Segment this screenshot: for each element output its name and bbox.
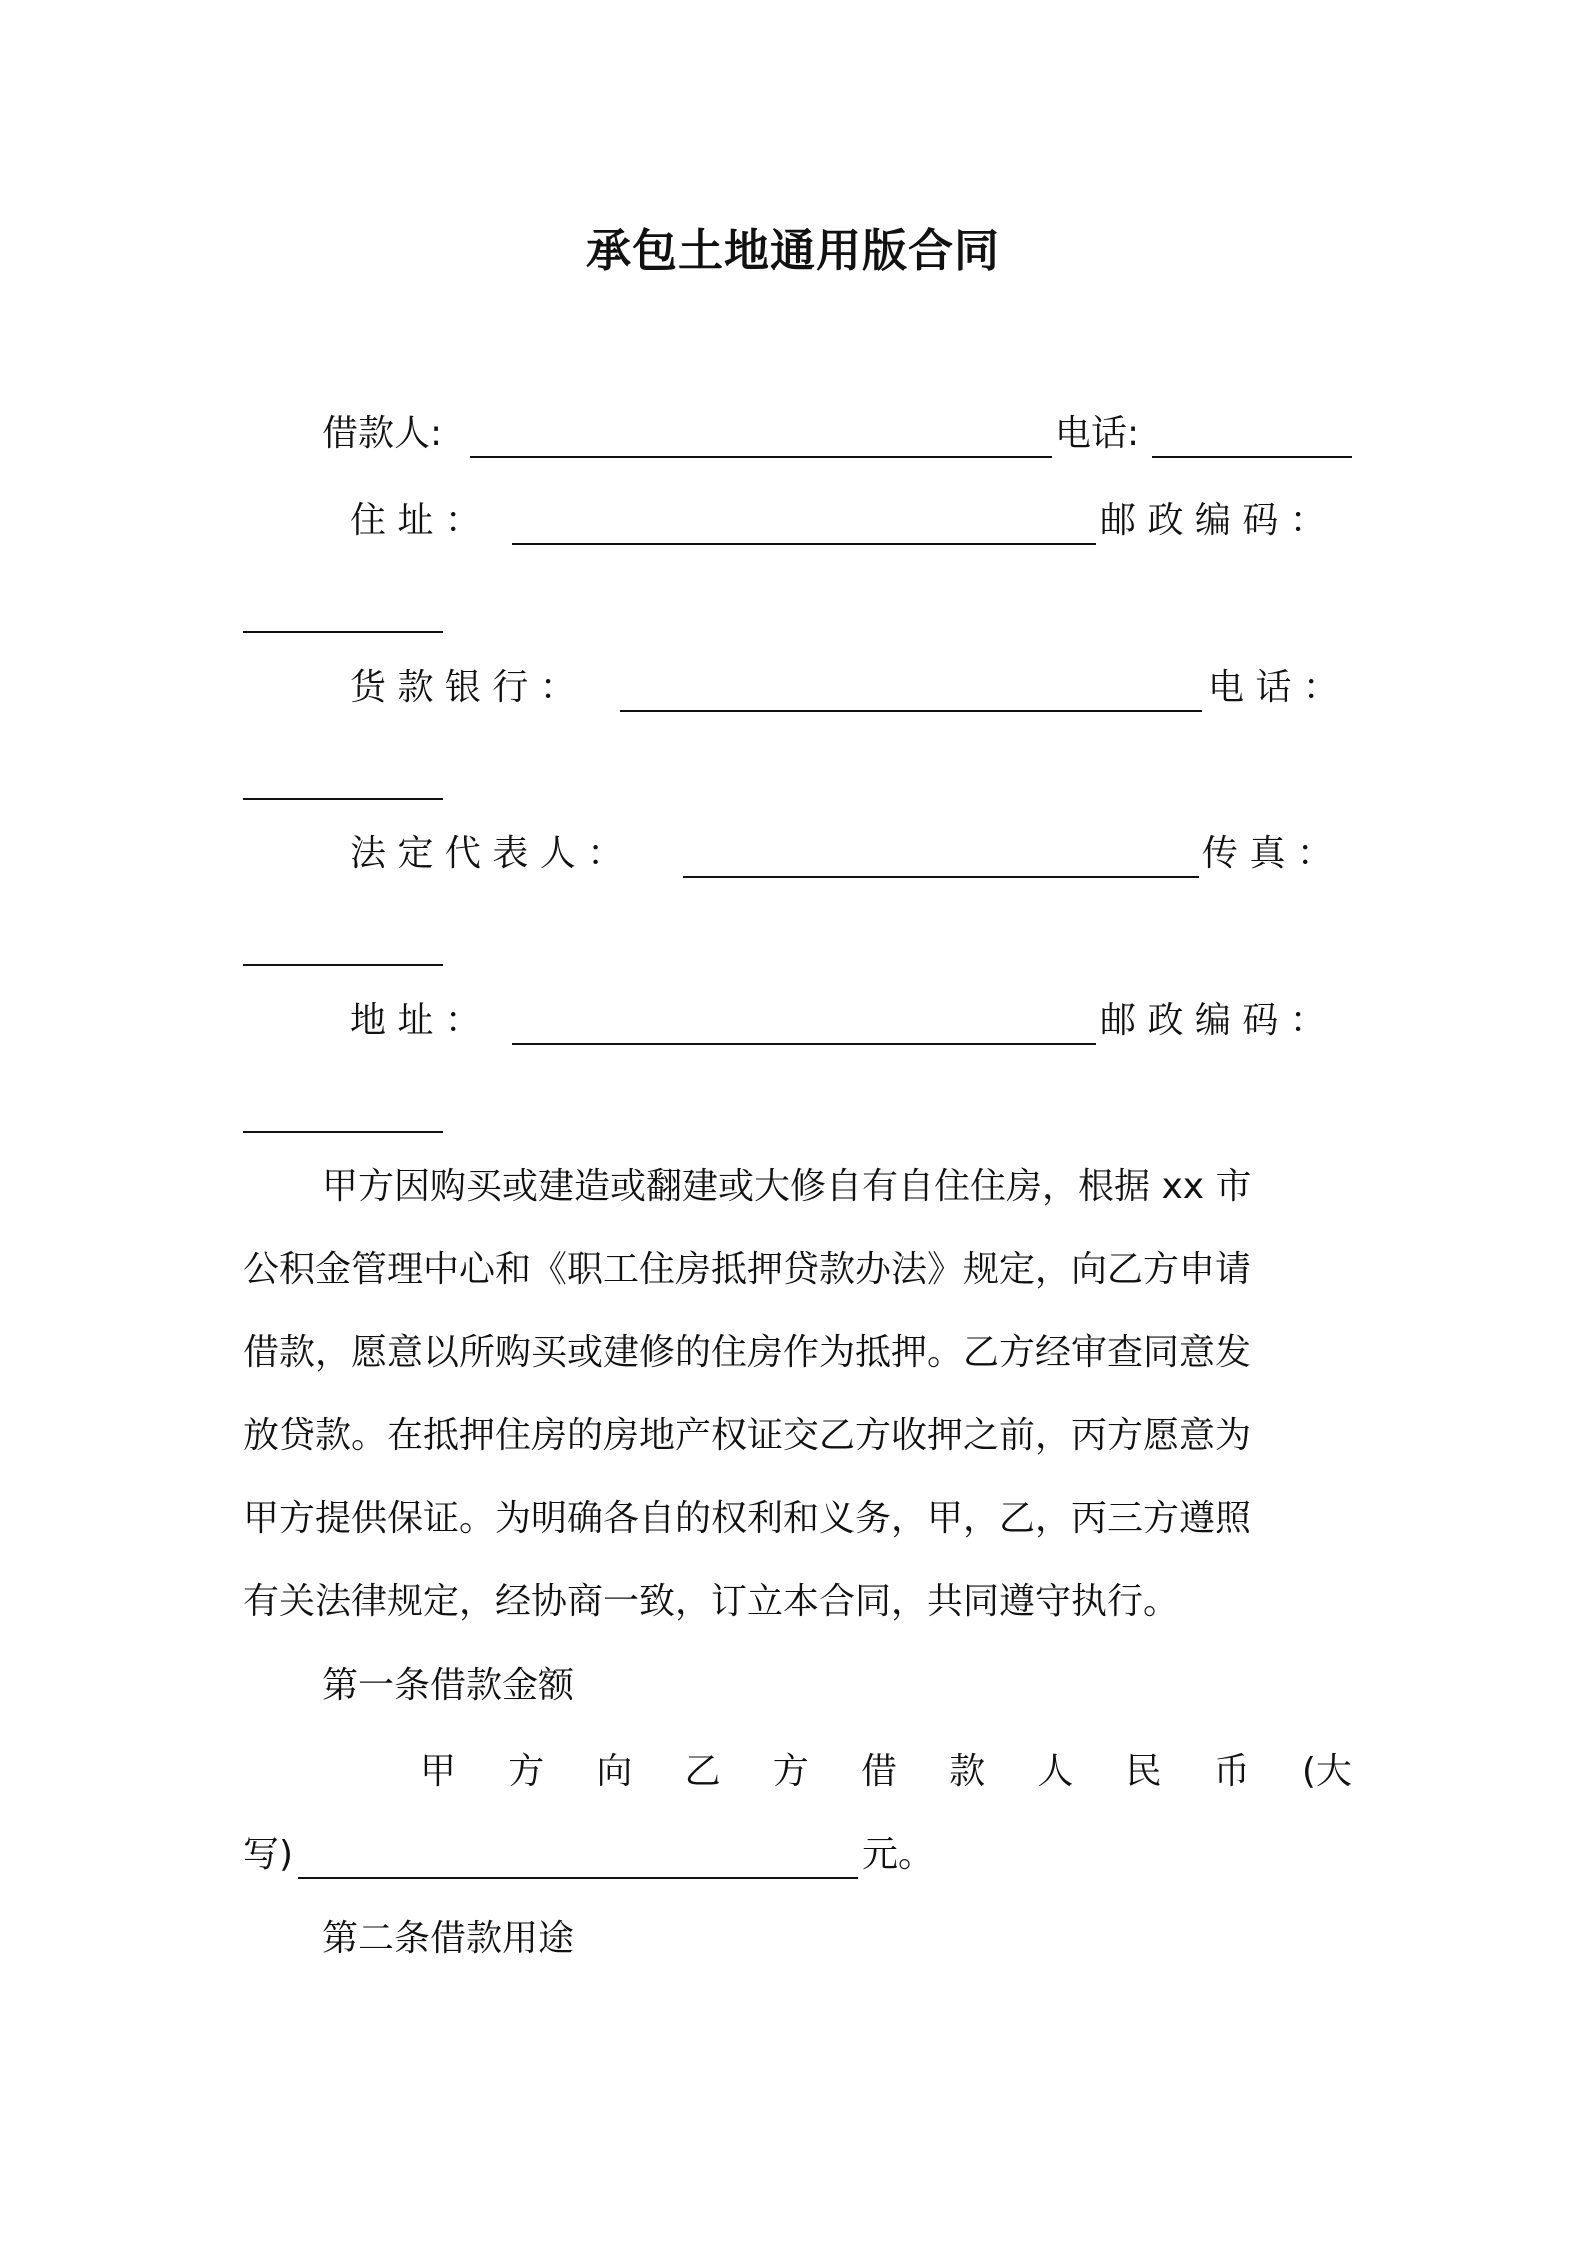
article-1-char: 款 bbox=[949, 1751, 986, 1792]
borrower-address-label: 住 址 ： bbox=[350, 500, 481, 541]
article-1-char: 人 bbox=[1037, 1751, 1074, 1792]
paragraph-line: 有关法律规定，经协商一致，订立本合同，共同遵守执行。 bbox=[243, 1581, 1180, 1622]
bank-postcode-label: 邮 政 编 码 ： bbox=[1100, 1000, 1326, 1041]
article-2-heading: 第二条借款用途 bbox=[322, 1918, 575, 1959]
paragraph-line: 借款，愿意以所购买或建修的住房作为抵押。乙方经审查同意发 bbox=[243, 1332, 1252, 1373]
bank-phone-blank bbox=[243, 764, 443, 800]
article-1-char: 民 bbox=[1125, 1751, 1162, 1792]
borrower-phone-blank bbox=[1152, 422, 1352, 458]
article-1-char: 方 bbox=[772, 1751, 809, 1792]
bank-address-blank bbox=[512, 1009, 1096, 1045]
fax-blank bbox=[243, 930, 443, 966]
article-1-heading: 第一条借款金额 bbox=[322, 1665, 575, 1706]
paragraph-line: 公积金管理中心和《职工住房抵押贷款办法》规定，向乙方申请 bbox=[243, 1249, 1252, 1290]
legal-rep-label: 法 定 代 表 人 ： bbox=[350, 833, 624, 874]
article-1-char: 方 bbox=[508, 1751, 545, 1792]
borrower-phone-label: 电话: bbox=[1055, 413, 1140, 454]
article-1-char: 借 bbox=[860, 1751, 897, 1792]
bank-blank bbox=[620, 676, 1202, 712]
article-1-line2-start: 写) bbox=[243, 1834, 294, 1875]
fax-label: 传 真 ： bbox=[1202, 833, 1333, 874]
borrower-blank bbox=[470, 422, 1052, 458]
paragraph-line: 放贷款。在抵押住房的房地产权证交乙方收押之前，丙方愿意为 bbox=[243, 1415, 1252, 1456]
borrower-address-blank bbox=[512, 509, 1096, 545]
article-1-char: 向 bbox=[596, 1751, 633, 1792]
paragraph-line: 甲方因购买或建造或翻建或大修自有自住住房，根据 xx 市 bbox=[322, 1166, 1252, 1207]
article-1-char: 币 bbox=[1213, 1751, 1250, 1792]
article-1-justified-line bbox=[420, 1748, 1352, 1796]
article-1-line2-end: 元。 bbox=[862, 1834, 935, 1875]
bank-label: 货 款 银 行 ： bbox=[350, 667, 576, 708]
article-1-char: (大 bbox=[1301, 1751, 1352, 1792]
document-title: 承包土地通用版合同 bbox=[585, 224, 1000, 277]
bank-postcode-blank bbox=[243, 1097, 443, 1133]
borrower-label: 借款人: bbox=[322, 413, 443, 454]
borrower-postcode-blank bbox=[243, 597, 443, 633]
legal-rep-blank bbox=[683, 842, 1199, 878]
bank-address-label: 地 址 ： bbox=[350, 1000, 481, 1041]
article-1-char: 乙 bbox=[684, 1751, 721, 1792]
article-1-char: 甲 bbox=[420, 1751, 457, 1792]
paragraph-line: 甲方提供保证。为明确各自的权利和义务，甲，乙，丙三方遵照 bbox=[243, 1498, 1252, 1539]
bank-phone-label: 电 话 ： bbox=[1208, 667, 1339, 708]
borrower-postcode-label: 邮 政 编 码 ： bbox=[1100, 500, 1326, 541]
amount-blank bbox=[298, 1843, 858, 1879]
